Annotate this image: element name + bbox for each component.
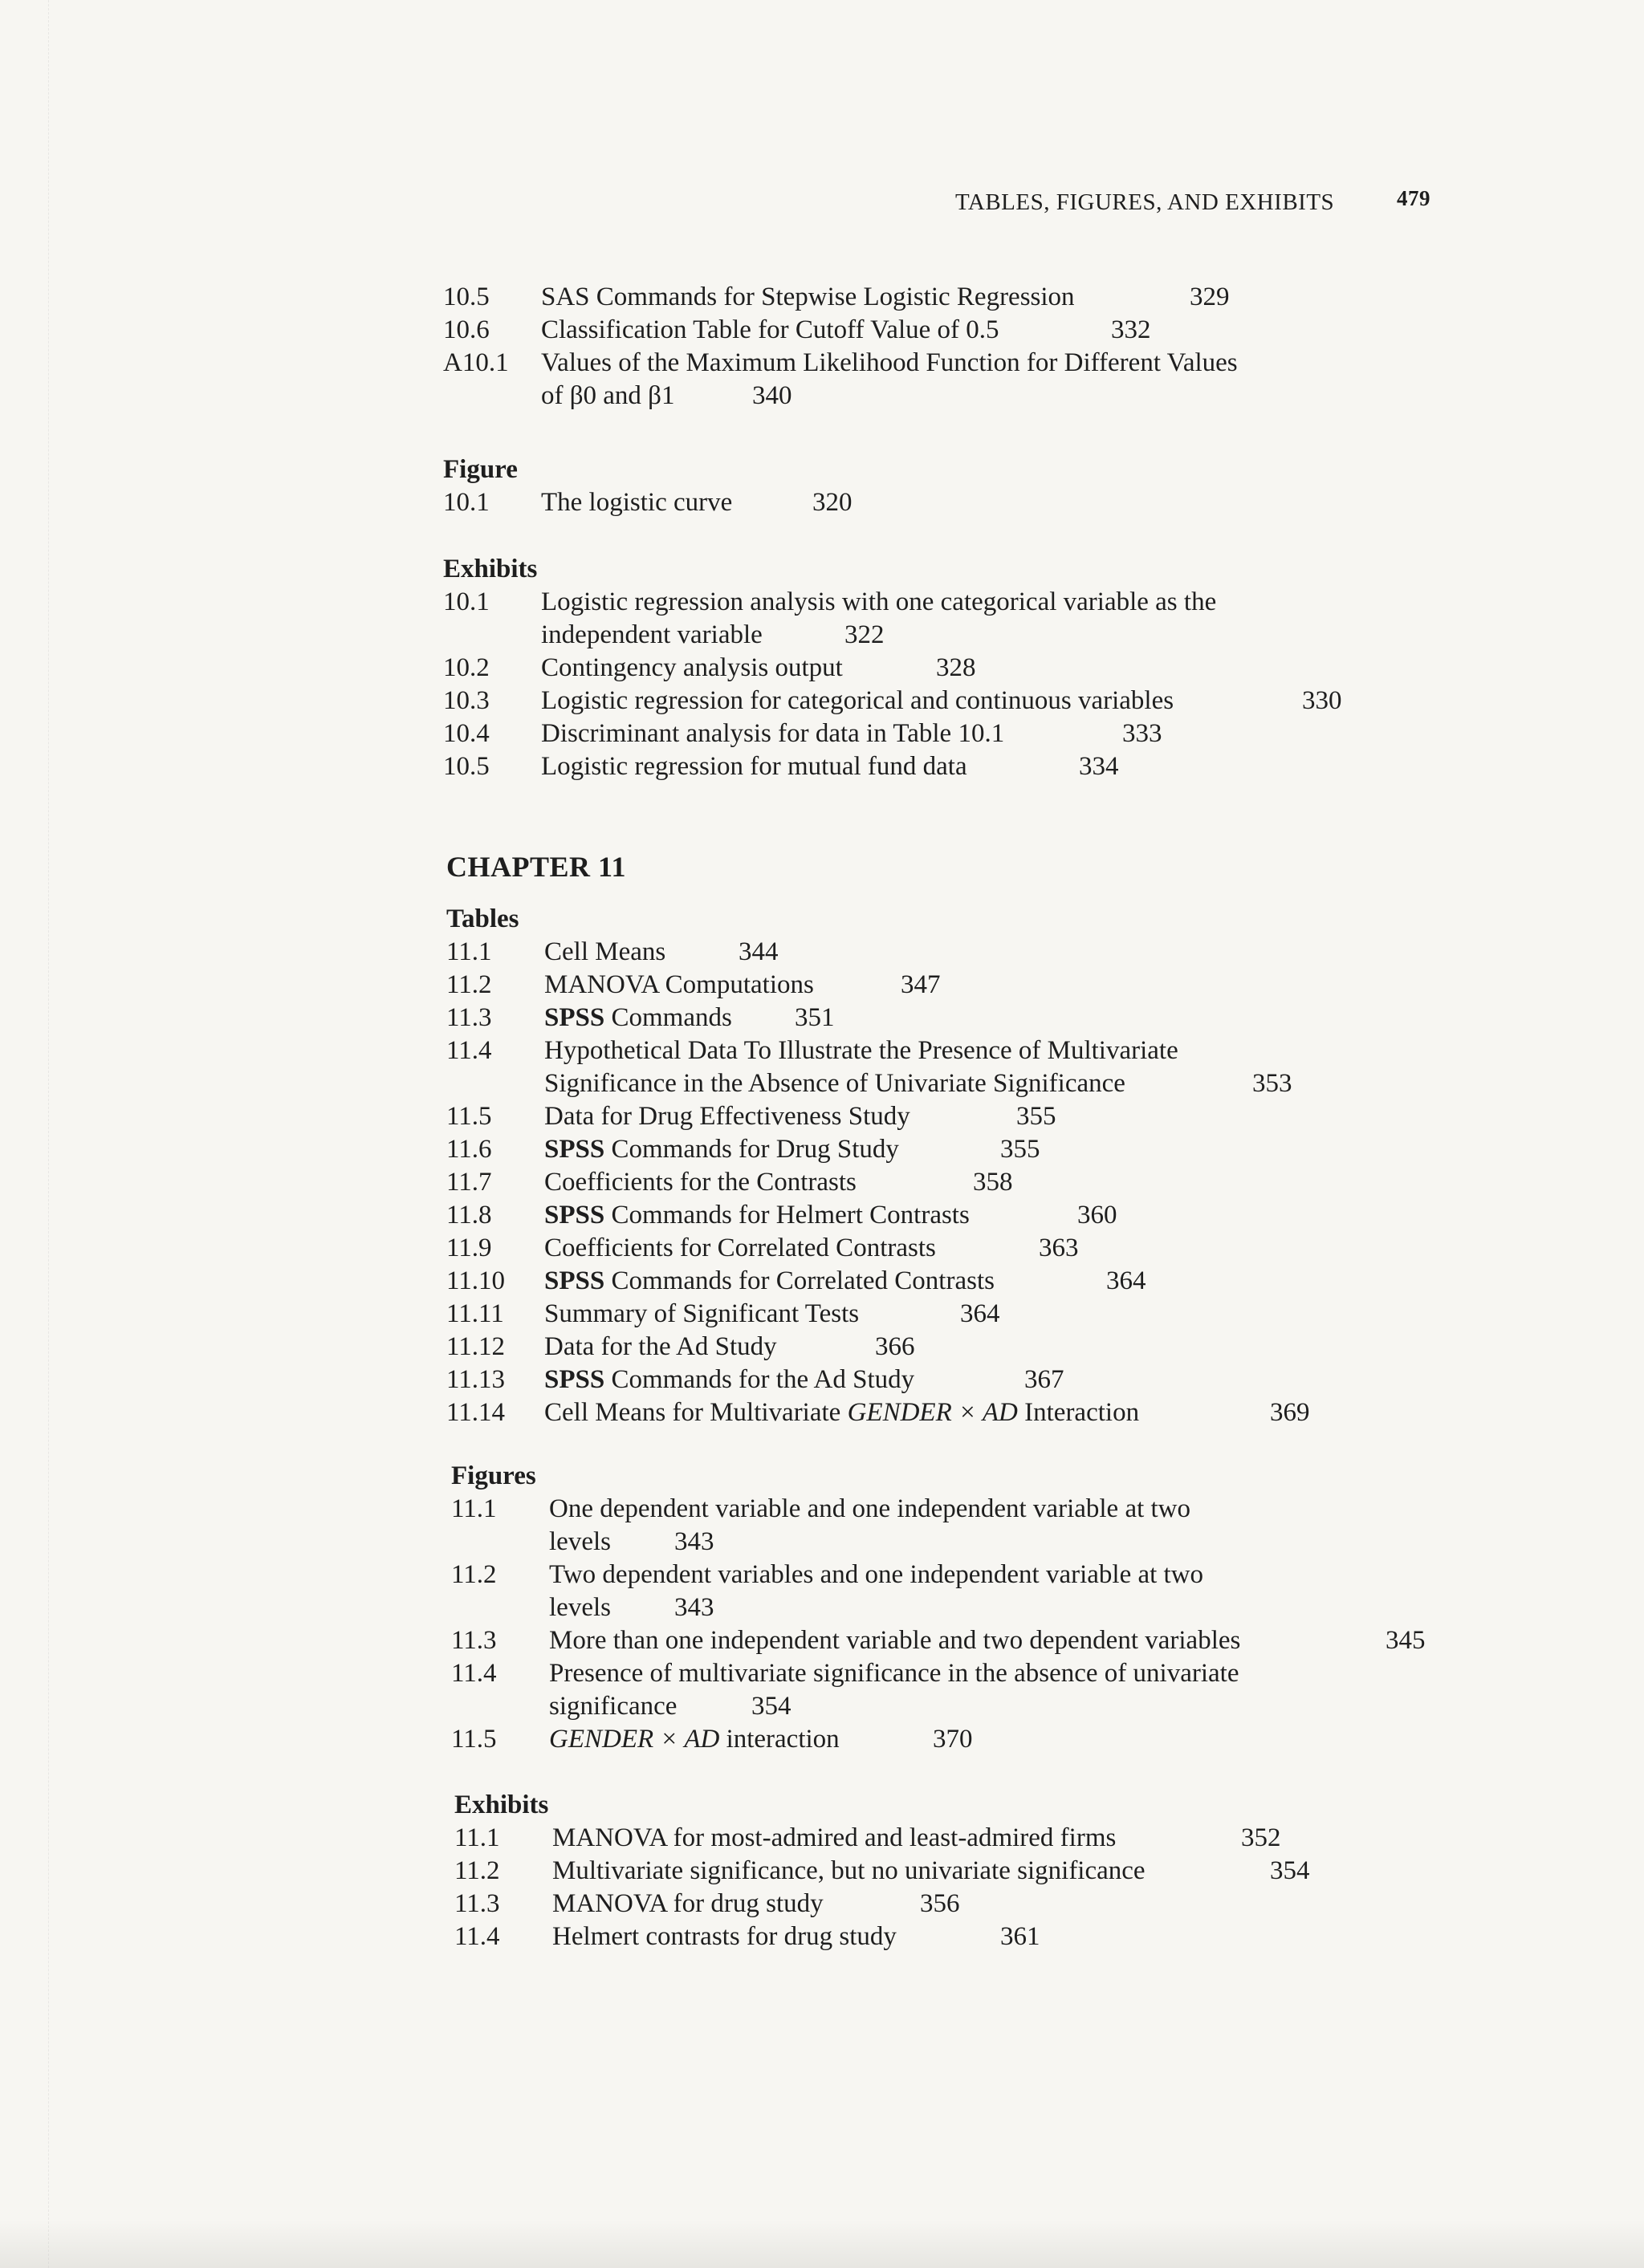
entry-number: 11.3 (446, 1003, 492, 1032)
entry-title-line-2: independent variable (541, 620, 763, 649)
scan-bottom-edge (0, 2220, 1644, 2268)
entry-number: 11.4 (451, 1659, 497, 1688)
entry-title-line-1: Presence of multivariate significance in the absence of univariate (549, 1659, 1239, 1688)
entry-title: MANOVA Computations (544, 970, 814, 999)
entry-title-line-2: of β0 and β1 (541, 381, 675, 410)
entry-title (544, 1133, 899, 1166)
list-item (446, 1199, 1490, 1232)
entry-title-line-2: levels (549, 1527, 611, 1556)
entry-title-line-2: Significance in the Absence of Univariate Significance (544, 1069, 1125, 1098)
entry-title-text: Commands for Correlated Contrasts (604, 1266, 995, 1295)
entry-title (544, 1364, 914, 1396)
ch11-exhibits-section (454, 1788, 1578, 1953)
list-item (443, 486, 1487, 519)
list-item (446, 969, 1490, 1002)
list-item (446, 1331, 1490, 1364)
entry-number: 10.5 (443, 282, 490, 311)
entry-title-line-1: Logistic regression analysis with one categorical variable as the (541, 587, 1217, 616)
entry-number: 11.1 (446, 937, 492, 966)
entry-number: 11.5 (451, 1725, 497, 1754)
entry-title: Coefficients for Correlated Contrasts (544, 1234, 936, 1262)
entry-page: 344 (739, 937, 779, 966)
entry-number: 11.3 (451, 1626, 497, 1655)
list-item (443, 314, 1487, 347)
running-header (955, 186, 1437, 222)
entry-title (549, 1493, 1190, 1559)
entry-page: 343 (674, 1527, 714, 1556)
entry-number: 11.13 (446, 1365, 506, 1394)
entry-page: 322 (844, 620, 885, 649)
entry-page: 356 (920, 1889, 960, 1918)
entry-title-italic: GENDER × AD (549, 1725, 720, 1754)
list-item (446, 1265, 1490, 1298)
entry-number: 11.10 (446, 1266, 506, 1295)
entry-title (544, 1002, 732, 1034)
list-item (446, 936, 1490, 969)
ch10-exhibits-section (443, 552, 1567, 783)
entry-number: 11.2 (446, 970, 492, 999)
entry-number: 10.6 (443, 315, 490, 344)
list-item (446, 1100, 1490, 1133)
entry-page: 354 (1270, 1856, 1310, 1885)
entry-title (544, 1199, 970, 1232)
entry-page: 329 (1190, 282, 1230, 311)
entry-number: 10.1 (443, 587, 490, 616)
entry-title-text: Commands (604, 1003, 732, 1032)
list-item (443, 281, 1487, 314)
ch10-figure-section (443, 453, 1487, 519)
spss-label: SPSS (544, 1201, 605, 1230)
entry-page: 355 (1000, 1135, 1040, 1164)
entry-number: 10.4 (443, 719, 490, 748)
entry-title: Logistic regression for categorical and continuous variables (541, 686, 1174, 715)
entry-title-line-1: Values of the Maximum Likelihood Function for Different Values (541, 348, 1238, 377)
entry-title-line-1: One dependent variable and one independent variable at two (549, 1494, 1191, 1523)
entry-title-text: interaction (719, 1725, 840, 1754)
spss-label: SPSS (544, 1365, 605, 1394)
spss-label: SPSS (544, 1135, 605, 1164)
list-item (446, 1232, 1490, 1265)
list-item (446, 1298, 1490, 1331)
list-item (454, 1822, 1578, 1855)
entry-number: 11.12 (446, 1332, 506, 1361)
list-item (446, 1034, 1490, 1100)
entry-title-text: Commands for Helmert Contrasts (604, 1201, 970, 1230)
section-heading: Tables (446, 904, 519, 933)
spss-label: SPSS (544, 1003, 605, 1032)
list-item (443, 685, 1567, 717)
entry-number: 11.8 (446, 1201, 492, 1230)
entry-number: 11.11 (446, 1299, 504, 1328)
entry-title-text: Cell Means for Multivariate (544, 1398, 848, 1427)
entry-page: 320 (812, 488, 853, 517)
entry-page: 369 (1270, 1398, 1310, 1427)
entry-page: 361 (1000, 1922, 1040, 1951)
entry-title: MANOVA for drug study (552, 1889, 824, 1918)
chapter-title: CHAPTER 11 (446, 851, 627, 883)
entry-number: 10.3 (443, 686, 490, 715)
list-item (443, 586, 1567, 652)
entry-page: 363 (1039, 1234, 1079, 1262)
list-item (443, 750, 1567, 783)
entry-title (541, 347, 1238, 413)
entry-number: 10.2 (443, 653, 490, 682)
entry-page: 352 (1241, 1823, 1281, 1852)
ch10-tables-list (443, 281, 1487, 413)
entry-number: 11.2 (454, 1856, 500, 1885)
entry-number: 11.14 (446, 1398, 506, 1427)
chapter-11-heading (446, 849, 626, 884)
entry-number: 11.4 (446, 1036, 492, 1065)
entry-title-italic: GENDER × AD (847, 1398, 1018, 1427)
entry-title: The logistic curve (541, 488, 733, 517)
entry-number: 11.1 (454, 1823, 500, 1852)
entry-number: 11.9 (446, 1234, 492, 1262)
entry-page: 343 (674, 1593, 714, 1622)
entry-number: A10.1 (443, 348, 509, 377)
entry-page: 364 (1106, 1266, 1146, 1295)
entry-page: 345 (1386, 1626, 1426, 1655)
section-heading: Exhibits (443, 555, 538, 583)
list-item (446, 1133, 1490, 1166)
entry-title: Helmert contrasts for drug study (552, 1922, 897, 1951)
entry-page: 364 (960, 1299, 1000, 1328)
list-item (451, 1657, 1575, 1723)
list-item (446, 1396, 1490, 1429)
entry-page: 334 (1079, 752, 1119, 781)
entry-title: Summary of Significant Tests (544, 1299, 860, 1328)
page-number: 479 (1397, 186, 1430, 210)
entry-title: Cell Means (544, 937, 666, 966)
entry-number: 11.7 (446, 1168, 492, 1197)
entry-page: 366 (875, 1332, 915, 1361)
entry-page: 340 (752, 381, 792, 410)
entry-title-line-1: Two dependent variables and one independent variable at two (549, 1560, 1204, 1589)
entry-title-line-2: levels (549, 1593, 611, 1622)
entry-title: Data for the Ad Study (544, 1332, 777, 1361)
entry-title: Data for Drug Effectiveness Study (544, 1102, 910, 1131)
list-item (451, 1723, 1575, 1756)
list-item (451, 1559, 1575, 1624)
entry-number: 11.6 (446, 1135, 492, 1164)
entry-title (544, 1034, 1178, 1100)
entry-title: Discriminant analysis for data in Table 10.1 (541, 719, 1005, 748)
entry-title-text: Commands for Drug Study (604, 1135, 899, 1164)
entry-page: 367 (1024, 1365, 1064, 1394)
entry-title: SAS Commands for Stepwise Logistic Regression (541, 282, 1075, 311)
entry-title-line-1: Hypothetical Data To Illustrate the Presence of Multivariate (544, 1036, 1178, 1065)
section-heading: Figures (451, 1461, 536, 1490)
running-header-title: TABLES, FIGURES, AND EXHIBITS (955, 189, 1335, 215)
entry-title (549, 1723, 840, 1756)
entry-number: 11.4 (454, 1922, 500, 1951)
entry-page: 353 (1252, 1069, 1292, 1098)
ch11-figures-section (451, 1459, 1575, 1756)
entry-number: 11.1 (451, 1494, 497, 1523)
list-item (454, 1888, 1578, 1920)
entry-page: 358 (973, 1168, 1013, 1197)
list-item (446, 1166, 1490, 1199)
list-item (443, 347, 1487, 413)
entry-page: 332 (1111, 315, 1151, 344)
entry-page: 355 (1016, 1102, 1056, 1131)
spss-label: SPSS (544, 1266, 605, 1295)
entry-title (544, 1396, 1139, 1429)
list-item (443, 717, 1567, 750)
list-item (451, 1624, 1575, 1657)
entry-page: 328 (936, 653, 976, 682)
entry-page: 370 (933, 1725, 973, 1754)
entry-number: 11.2 (451, 1560, 497, 1589)
entry-title: MANOVA for most-admired and least-admired firms (552, 1823, 1117, 1852)
entry-title: More than one independent variable and two dependent variables (549, 1626, 1241, 1655)
entry-title-text: Interaction (1017, 1398, 1140, 1427)
entry-number: 11.5 (446, 1102, 492, 1131)
entry-title: Multivariate significance, but no univariate significance (552, 1856, 1146, 1885)
entry-title-line-2: significance (549, 1692, 678, 1721)
list-item (454, 1855, 1578, 1888)
entry-page: 333 (1122, 719, 1162, 748)
entry-page: 351 (795, 1003, 835, 1032)
entry-title (544, 1265, 995, 1298)
entry-title: Coefficients for the Contrasts (544, 1168, 857, 1197)
list-item (446, 1364, 1490, 1396)
page-binding-edge (0, 0, 49, 2268)
entry-page: 347 (901, 970, 941, 999)
entry-number: 10.1 (443, 488, 490, 517)
section-heading: Figure (443, 455, 518, 484)
section-heading: Exhibits (454, 1790, 549, 1819)
entry-title (549, 1657, 1239, 1723)
list-item (451, 1493, 1575, 1559)
entry-page: 330 (1302, 686, 1342, 715)
list-item (454, 1920, 1578, 1953)
ch11-tables-section (446, 902, 1490, 1429)
entry-title (549, 1559, 1203, 1624)
entry-page: 360 (1077, 1201, 1117, 1230)
list-item (446, 1002, 1490, 1034)
entry-title: Contingency analysis output (541, 653, 843, 682)
entry-title-text: Commands for the Ad Study (604, 1365, 915, 1394)
entry-title: Classification Table for Cutoff Value of 0.5 (541, 315, 999, 344)
entry-page: 354 (751, 1692, 791, 1721)
entry-number: 11.3 (454, 1889, 500, 1918)
entry-title: Logistic regression for mutual fund data (541, 752, 967, 781)
list-item (443, 652, 1567, 685)
entry-number: 10.5 (443, 752, 490, 781)
